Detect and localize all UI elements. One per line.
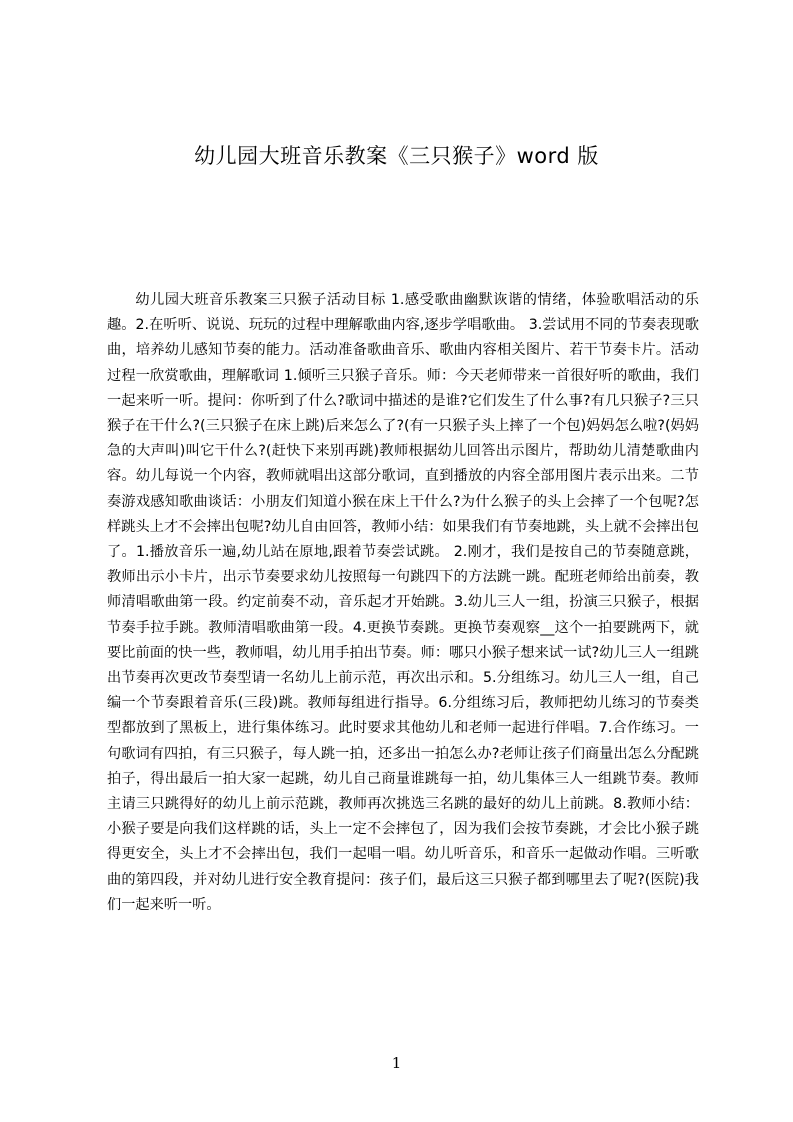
- document-body-paragraph: 幼儿园大班音乐教案三只猴子活动目标 1.感受歌曲幽默诙谐的情绪，体验歌唱活动的乐趣。2.在听听、说说、玩玩的过程中理解歌曲内容,逐步学唱歌曲。 3.尝试用不同的节奏表现歌曲，培养幼儿感知节奏的能力。活动准备歌曲音乐、歌曲内容相关图片、若干节奏卡片。活动过程一欣赏歌曲，理解歌词 1.倾听三只猴子音乐。师：今天老师带来一首很好听的歌曲，我们一起来听一听。提问：你听到了什么?歌词中描述的是谁?它们发生了什么事?有几只猴子?三只猴子在干什么?(三只猴子在床上跳)后来怎么了?(有一只猴子头上摔了一个包)妈妈怎么啦?(妈妈急的大声叫)叫它干什么?(赶快下来别再跳)教师根据幼儿回答出示图片，帮助幼儿清楚歌曲内容。幼儿每说一个内容，教师就唱出这部分歌词，直到播放的内容全部用图片表示出来。二节奏游戏感知歌曲谈话：小朋友们知道小猴在床上干什么?为什么猴子的头上会摔了一个包呢?怎样跳头上才不会摔出包呢?幼儿自由回答，教师小结：如果我们有节奏地跳，头上就不会摔出包了。1.播放音乐一遍,幼儿站在原地,跟着节奏尝试跳。 2.刚才，我们是按自己的节奏随意跳，教师出示小卡片，出示节奏要求幼儿按照每一句跳四下的方法跳一跳。配班老师给出前奏，教师清唱歌曲第一段。约定前奏不动，音乐起才开始跳。3.幼儿三人一组，扮演三只猴子，根据节奏手拉手跳。教师清唱歌曲第一段。4.更换节奏跳。更换节奏观察__这个一拍要跳两下，就要比前面的快一些，教师唱，幼儿用手拍出节奏。师：哪只小猴子想来试一试?幼儿三人一组跳出节奏再次更改节奏型请一名幼儿上前示范，再次出示和。5.分组练习。幼儿三人一组，自己编一个节奏跟着音乐(三段)跳。教师每组进行指导。6.分组练习后，教师把幼儿练习的节奏类型都放到了黑板上，进行集体练习。此时要求其他幼儿和老师一起进行伴唱。7.合作练习。一句歌词有四拍，有三只猴子，每人跳一拍，还多出一拍怎么办?老师让孩子们商量出怎么分配跳拍子，得出最后一拍大家一起跳，幼儿自己商量谁跳每一拍，幼儿集体三人一组跳节奏。教师主请三只跳得好的幼儿上前示范跳，教师再次挑选三名跳的最好的幼儿上前跳。8.教师小结：小猴子要是向我们这样跳的话，头上一定不会摔包了，因为我们会按节奏跳，才会比小猴子跳得更安全，头上才不会摔出包，我们一起唱一唱。幼儿听音乐，和音乐一起做动作唱。三听歌曲的第四段，并对幼儿进行安全教育提问：孩子们，最后这三只猴子都到哪里去了呢?(医院)我们一起来听一听。: [107, 292, 699, 913]
- page-number: 1: [391, 1054, 402, 1072]
- document-title: 幼儿园大班音乐教案《三只猴子》word 版: [194, 144, 599, 168]
